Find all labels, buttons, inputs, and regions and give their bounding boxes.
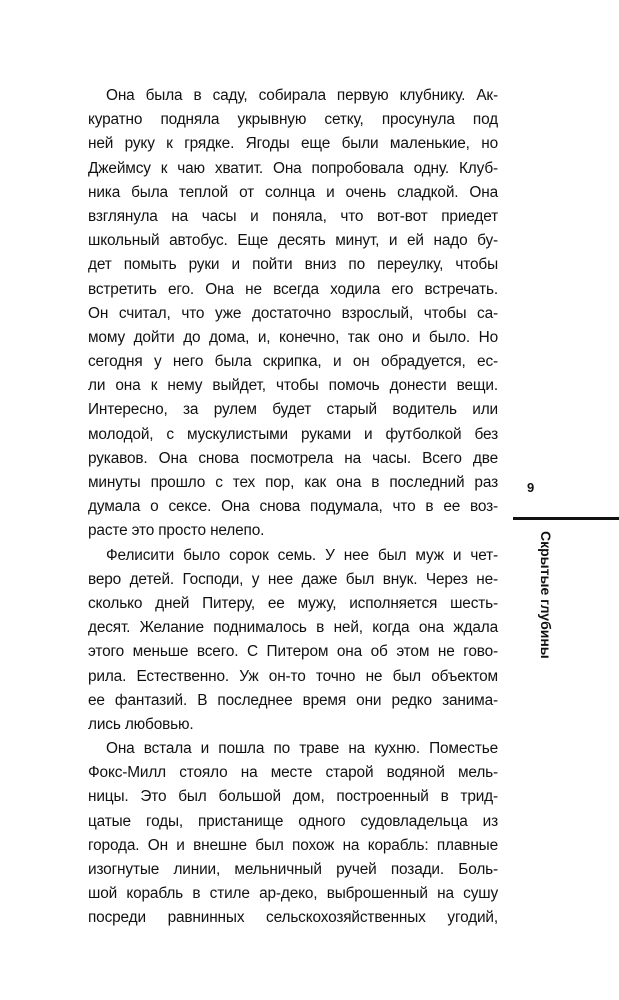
paragraph-1 — [88, 84, 498, 544]
text-line: школьный автобус. Еще десять минут, и ей надо бу- — [88, 232, 498, 250]
text-line: ли она к нему выйдет, чтобы помочь донести вещи. — [88, 377, 498, 395]
text-line: Она встала и пошла по траве на кухню. Поместье — [106, 740, 498, 758]
text-line: Он считал, что уже достаточно взрослый, чтобы са- — [88, 304, 498, 322]
text-line: молодой, с мускулистыми руками и футболкой без — [88, 425, 498, 443]
text-line: шой корабль в стиле ар-деко, выброшенный на сушу — [88, 885, 498, 903]
text-line: ника была теплой от солнца и очень сладкой. Она — [88, 183, 498, 201]
text-line: цатые годы, пристанище одного судовладельца из — [88, 812, 498, 830]
text-line: куратно подняла укрывную сетку, просунула под — [88, 111, 498, 129]
text-line: ней руку к грядке. Ягоды еще были маленькие, но — [88, 135, 498, 153]
text-line: рукавов. Она снова посмотрела на часы. Всего две — [88, 449, 498, 467]
text-line: расте это просто нелепо. — [88, 522, 265, 540]
text-line: десят. Желание поднималось в ней, когда она ждала — [88, 619, 498, 637]
text-line: веро детей. Господи, у нее даже был внук. Через не- — [88, 570, 498, 588]
text-line: думала о сексе. Она снова подумала, что в ее воз- — [88, 498, 498, 516]
text-line: дет помыть руки и пойти вниз по переулку, чтобы — [88, 256, 498, 274]
text-line: минуты прошло с тех пор, как она в последний раз — [88, 474, 498, 491]
text-line: Она была в саду, собирала первую клубнику. Ак- — [106, 87, 498, 104]
text-line: рила. Естественно. Уж он-то точно не был объектом — [88, 667, 498, 685]
running-title: Скрытые глубины — [538, 531, 554, 659]
paragraph-2 — [88, 544, 498, 738]
text-line: ее фантазий. В последнее время они редко занима- — [88, 691, 498, 709]
text-line: сегодня у него была скрипка, и он обрадуется, ес- — [88, 353, 498, 371]
divider — [513, 517, 619, 520]
text-line: мому дойти до дома, и, конечно, так оно и было. Но — [88, 328, 498, 346]
text-line: Интересно, за рулем будет старый водитель или — [88, 401, 498, 419]
text-line: лись любовью. — [88, 715, 194, 733]
text-line: ницы. Это был большой дом, построенный в трид- — [88, 788, 498, 806]
text-line: сколько дней Питеру, ее мужу, исполняется шесть- — [88, 594, 498, 612]
text-line: Фокс-Милл стояло на месте старой водяной мель- — [88, 764, 498, 782]
text-line: города. Он и внешне был похож на корабль: плавные — [88, 836, 498, 854]
text-line: взглянула на часы и поняла, что вот-вот приедет — [88, 207, 498, 225]
text-line: Фелисити было сорок семь. У нее был муж и чет- — [106, 546, 498, 564]
page-number: 9 — [527, 480, 535, 495]
text-line: встретить его. Она не всегда ходила его встречать. — [88, 280, 498, 298]
body-text — [88, 84, 498, 931]
paragraph-3 — [88, 737, 498, 931]
text-line: этого меньше всего. С Питером она об этом не гово- — [88, 643, 498, 661]
text-line: посреди равнинных сельскохозяйственных угодий, — [88, 909, 498, 927]
text-line: изогнутые линии, мельничный ручей позади. Боль- — [88, 861, 498, 878]
text-line: Джеймсу к чаю хватит. Она попробовала одну. Клуб- — [88, 159, 498, 177]
